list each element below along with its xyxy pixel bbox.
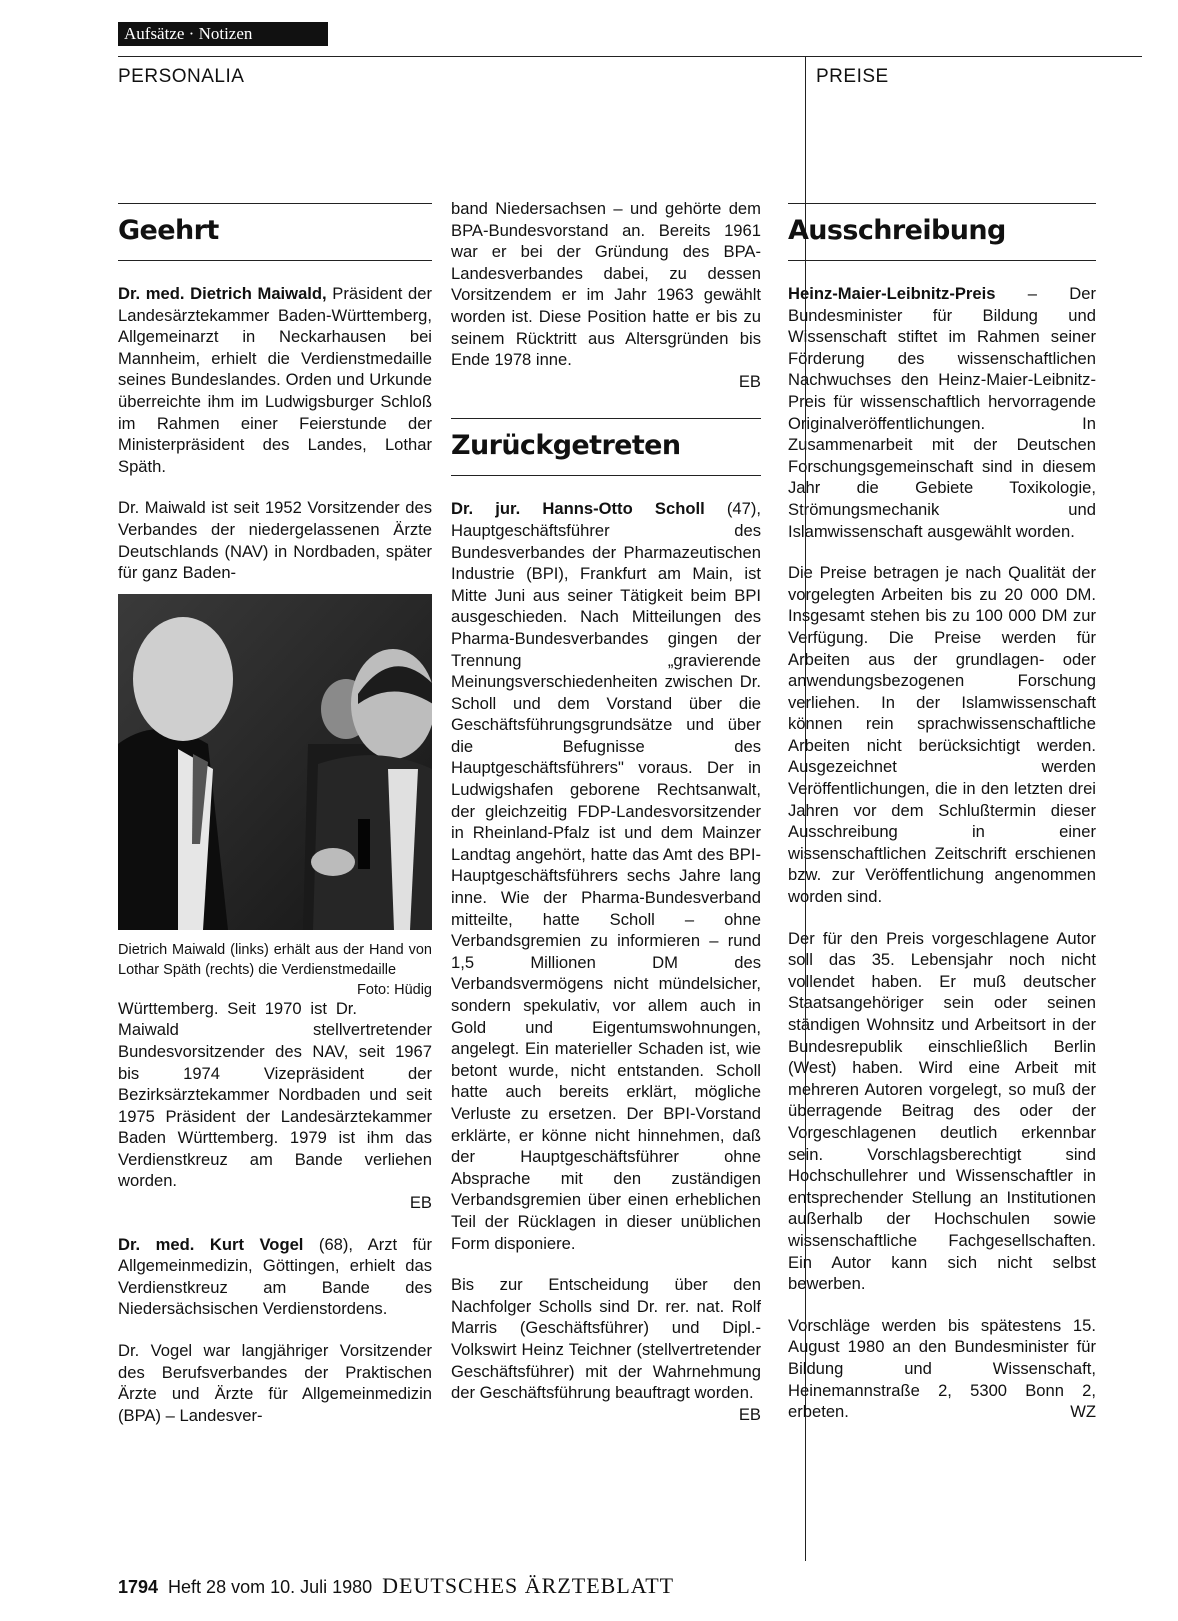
headline-geehrt: Geehrt	[118, 215, 219, 246]
award-photo	[118, 594, 432, 930]
paragraph-text: band Niedersachsen – und gehörte dem BPA-Bundesvorstand an. Bereits 1961 war er bei der Gründung des BPA-Landesverbandes dabei, zu dessen Vorsitzendem er im Jahr 1963 gewählt worden ist. Diese Position hatte er bis zu seinem Rücktritt aus Altersgründen bis Ende 1978 inne.	[451, 199, 761, 370]
headline-zurueckgetreten: Zurückgetreten	[451, 430, 681, 462]
headline-block	[451, 418, 761, 476]
photo-credit: Foto: Hüdig	[357, 981, 432, 998]
article-vogel	[118, 1234, 432, 1320]
article-scholl-successor	[451, 1274, 761, 1424]
author-signature: EB	[738, 371, 761, 391]
rubric-preise: PREISE	[816, 66, 889, 87]
photo-caption	[118, 940, 432, 998]
paragraph-text: Präsident der Landesärztekammer Baden-Württemberg, Allgemeinarzt in Neckarhausen bei Mannheim, erhielt die Verdienstmedaille seines Bundeslandes. Orden und Urkunde überreichte ihm im Ludwigsburger Schloß im Rahmen einer Feierstunde der Ministerpräsident des Landes, Lothar Späth.	[118, 284, 432, 476]
prize-name: Heinz-Maier-Leibnitz-Preis	[788, 284, 996, 303]
issue-info: Heft 28 vom 10. Juli 1980	[168, 1577, 373, 1597]
person-name: Dr. med. Kurt Vogel	[118, 1234, 304, 1254]
person-name: Dr. med. Dietrich Maiwald,	[118, 284, 327, 303]
header-rule	[118, 56, 1142, 57]
paragraph-deadline	[788, 1315, 1096, 1423]
headline-block	[118, 203, 432, 261]
paragraph: Dr. Vogel war langjähriger Vorsitzender des Berufsverbandes der Praktischen Ärzte und Ärzte für Allgemeinmedizin (BPA) – Landesver-	[118, 1341, 432, 1425]
page-footer	[118, 1573, 674, 1600]
paragraph-text: – Der Bundesminister für Bildung und Wissenschaft stiftet im Rahmen seiner Förderung des wissenschaftlichen Nachwuchses den Heinz-Maier-Leibnitz-Preis für wissenschaftlich hervorragende Originalveröffentlichungen. In Zusammenarbeit mit der Deutschen Forschungsgemeinschaft sind in diesem Jahr die Gebiete Toxikologie, Strömungsmechanik und Islamwissenschaft ausgewählt worden.	[788, 284, 1096, 541]
author-signature: EB	[738, 1404, 761, 1424]
author-signature: EB	[409, 1193, 432, 1213]
article-maiwald-continued	[118, 998, 432, 1214]
paragraph: Dr. Maiwald ist seit 1952 Vorsitzender des Verbandes der niedergelassenen Ärzte Deutschlands (NAV) in Nordbaden, später für ganz Baden-	[118, 498, 432, 583]
paragraph-text: (47), Hauptgeschäftsführer des Bundesverbandes der Pharmazeutischen Industrie (BPI), Frankfurt am Main, ist Mitte Juni aus seiner Tätigkeit beim BPI ausgeschieden. Nach Mitteilungen des Pharma-Bundesverbandes gingen der Trennung „gravierende Meinungsverschiedenheiten zwischen Dr. Scholl und dem Vorstand über die Geschäftsführungsgrundsätze und über die Befugnisse des Hauptgeschäftsführers" voraus. Der in Ludwigshafen geborene Rechtsanwalt, der gleichzeitig FDP-Landesvorsitzender in Rheinland-Pfalz ist und dem Mainzer Landtag angehört, hatte das Amt des BPI-Hauptgeschäftsführers sechs Jahre lang inne. Wie der Pharma-Bundesverband mitteilte, hatte Scholl – ohne Verbandsgremien zu informieren – rund 1,5 Millionen DM des Verbandsvermögens nicht mündelsicher, sondern spekulativ, vor allem auch in Gold und Eigentumswohnungen, angelegt. Ein materieller Schaden ist, wie betont wurde, nicht entstanden. Scholl hatte auch bereits erklärt, mögliche Verluste zu ersetzen. Der BPI-Vorstand erklärte, er könne nicht hinnehmen, daß der Hauptgeschäftsführer ohne Absprache mit den zuständigen Verbandsgremien über einen erheblichen Teil der Rücklagen in dieser unüblichen Form disponiere.	[451, 499, 761, 1253]
paragraph: Die Preise betragen je nach Qualität der vorgelegten Arbeiten bis zu 20 000 DM. Insgesamt stehen bis zu 100 000 DM zur Verfügung. Die Preise werden für Arbeiten aus der grundlagen- oder anwendungsbezogenen Forschung verliehen. In der Islamwissenschaft können rein sprachwissenschaftliche Arbeiten nicht berücksichtigt werden. Ausgezeichnet werden Veröffentlichungen, die in den letzten drei Jahren vor dem Schlußtermin dieser Ausschreibung in einer wissenschaftlichen Zeitschrift erschienen bzw. zur Veröffentlichung angenommen worden sind.	[788, 563, 1096, 907]
page-number: 1794	[118, 1577, 159, 1597]
headline-ausschreibung: Ausschreibung	[788, 215, 1006, 246]
article-vogel-continued	[451, 198, 761, 392]
author-signature: WZ	[1070, 1402, 1096, 1422]
article-maiwald	[118, 283, 432, 477]
paragraph: Der für den Preis vorgeschlagene Autor soll das 35. Lebensjahr noch nicht vollendet haben. Er muß deutscher Staatsangehöriger sein oder seinen ständigen Wohnsitz und Arbeitsort in der Bundesrepublik einschließlich Berlin (West) haben. Wird eine Arbeit mit mehreren Autoren vorgelegt, so muß der überragende Beitrag des oder der Vorgeschlagenen deutlich erkennbar sein. Vorschlagsberechtigt sind Hochschullehrer und Wissenschaftler in entsprechender Stellung an Institutionen außerhalb der Hochschulen sowie wissenschaftliche Fachgesellschaften. Ein Autor kann sich nicht selbst bewerben.	[788, 928, 1096, 1294]
rubric-personalia: PERSONALIA	[118, 66, 245, 87]
paragraph-text: Vorschläge werden bis spätestens 15. August 1980 an den Bundesminister für Bildung und Wissenschaft, Heinemannstraße 2, 5300 Bonn 2, erbeten.	[788, 1315, 1096, 1422]
article-leibnitz-preis	[788, 283, 1096, 542]
paragraph-text: Württemberg. Seit 1970 ist Dr. Maiwald stellvertretender Bundesvorsitzender des NAV, seit 1967 bis 1974 Vizepräsident der Bezirksärztekammer Nordbaden und seit 1975 Präsident der Landesärztekammer Baden Württemberg. 1979 ist ihm das Verdienstkreuz am Bande verliehen worden.	[118, 998, 432, 1191]
column-preise	[788, 203, 1096, 1443]
masthead: DEUTSCHES ÄRZTEBLATT	[382, 1573, 675, 1598]
caption-text: Dietrich Maiwald (links) erhält aus der Hand von Lothar Späth (rechts) die Verdienstmedaille	[118, 941, 432, 978]
person-name: Dr. jur. Hanns-Otto Scholl	[451, 499, 705, 519]
paragraph-text: (68), Arzt für Allgemeinmedizin, Göttingen, erhielt das Verdienstkreuz am Bande des Niedersächsischen Verdienstordens.	[118, 1234, 432, 1319]
column-personalia-left	[118, 203, 432, 1426]
paragraph-text: Bis zur Entscheidung über den Nachfolger Scholls sind Dr. rer. nat. Rolf Marris (Geschäftsführer) und Dipl.-Volkswirt Heinz Teichner (stellvertretender Geschäftsführer) mit der Wahrnehmung der Geschäftsführung beauftragt worden.	[451, 1275, 761, 1403]
article-scholl	[451, 498, 761, 1254]
column-personalia-right	[451, 198, 761, 1425]
headline-block	[788, 203, 1096, 261]
section-tag: Aufsätze · Notizen	[118, 22, 328, 46]
